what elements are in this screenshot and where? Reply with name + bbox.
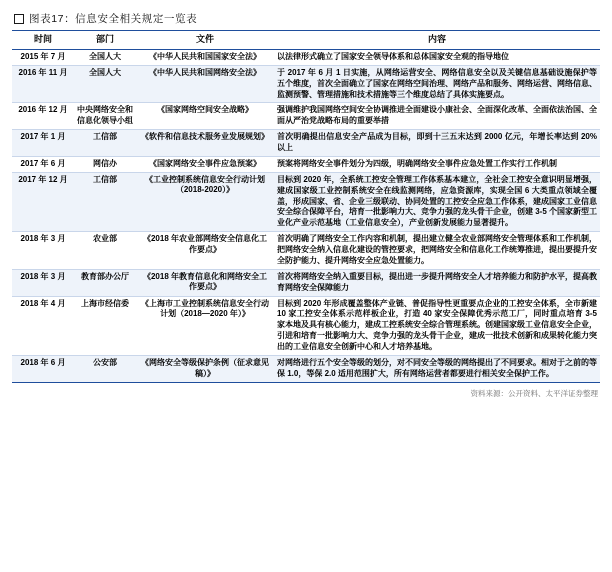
table-row [12,296,600,355]
page-title [12,8,600,30]
cell-time: 2018 年 4 月 [12,296,74,355]
cell-time: 2018 年 3 月 [12,232,74,270]
cell-dept: 工信部 [74,172,136,231]
cell-dept: 网信办 [74,156,136,172]
table-row [12,172,600,231]
page-title-text: 图表17：信息安全相关规定一览表 [29,13,198,25]
cell-file: 《网络安全等级保护条例（征求意见稿）》 [136,355,274,382]
cell-time: 2017 年 6 月 [12,156,74,172]
cell-file: 《2018 年教育信息化和网络安全工作要点》 [136,269,274,296]
table-body [12,49,600,382]
cell-dept: 教育部办公厅 [74,269,136,296]
cell-content: 首次将网络安全纳入重要目标，提出进一步提升网络安全人才培养能力和防护水平，提高教育网络安全保障能力 [274,269,600,296]
cell-content: 强调维护我国网络空间安全协调推进全面建设小康社会、全面深化改革、全面依法治国、全面从严治党战略布局的重要举措 [274,103,600,130]
cell-time: 2016 年 12 月 [12,103,74,130]
table-row [12,103,600,130]
column-header-file: 文件 [136,31,274,50]
cell-content: 首次明确了网络安全工作内容和机制，提出建立健全农业部网络安全管理体系和工作机制，把网络安全纳入信息化建设的管控要求，把网络安全和信息化工作统筹推进，提出要提升安全防护能力、提升网络安全应急处置能力。 [274,232,600,270]
table-header-row [12,31,600,50]
column-header-time: 时间 [12,31,74,50]
cell-content: 目标到 2020 年，全系统工控安全管理工作体系基本建立，全社会工控安全意识明显增强，建成国家级工业控制系统安全在线监测网络，应急资源库，实现全国 6 大类重点领域全覆盖，形成国家、省、企业三级联动、协同处置的工控安全应急工作体系，建成国家工业信息安全综合保障平台，培育一批影响力大、竞争力强的龙头骨干企业，创建 3-5 个国家新型工业化产业示范基地（工业信息安全），产业创新发展能力显著提升。 [274,172,600,231]
cell-file: 《软件和信息技术服务业发展规划》 [136,130,274,157]
column-header-dept: 部门 [74,31,136,50]
cell-content: 对网络进行五个安全等级的划分，对不同安全等级的网络提出了不同要求。相对于之前的等保 1.0，等保 2.0 适用范围扩大，所有网络运营者都要进行相关安全保护工作。 [274,355,600,382]
cell-time: 2017 年 12 月 [12,172,74,231]
table-row [12,355,600,382]
cell-dept: 工信部 [74,130,136,157]
cell-content: 于 2017 年 6 月 1 日实施，从网络运营安全、网络信息安全以及关键信息基础设施保护等五个维度，首次全面确立了国家在网络空间治理、网络产品和服务、网络运营、网络信息、监测预警、管理措施和技术措施等三个维度总结了具体实施要点。 [274,65,600,103]
table-row [12,156,600,172]
cell-time: 2018 年 6 月 [12,355,74,382]
title-marker-icon [14,14,24,24]
cell-file: 《上海市工业控制系统信息安全行动计划（2018—2020 年）》 [136,296,274,355]
cell-time: 2016 年 11 月 [12,65,74,103]
column-header-content: 内容 [274,31,600,50]
cell-file: 《中华人民共和国网络安全法》 [136,65,274,103]
cell-content: 预案将网络安全事件划分为四级，明确网络安全事件应急处置工作实行工作机制 [274,156,600,172]
table-row [12,269,600,296]
cell-content: 目标到 2020 年形成覆盖整体产业链、普促指导性更重要点企业的工控安全体系，全市新建 10 家工控安全体系示范样板企业，打造 40 家安全保障优秀示范工厂，同时重点培育 3-5 家本地及具有核心能力，建成工控系统安全综合管理系统。创建国家级工业信息安全企业，引进和培育一批影响力大、竞争力强的龙头骨干企业，建成一批技术创新和成果转化能力突出的工业信息安全创新中心和人才培养基地。 [274,296,600,355]
cell-dept: 上海市经信委 [74,296,136,355]
table-row [12,232,600,270]
table-row [12,130,600,157]
source-note: 资料来源：公开资料、太平洋证券整理 [470,388,598,398]
cell-content: 首次明确提出信息安全产品成为目标，即到十三五末达到 2000 亿元，年增长率达到 20% 以上 [274,130,600,157]
cell-file: 《工业控制系统信息安全行动计划（2018-2020）》 [136,172,274,231]
cell-file: 《国家网络空间安全战略》 [136,103,274,130]
cell-dept: 公安部 [74,355,136,382]
regulations-table [12,30,600,383]
cell-time: 2018 年 3 月 [12,269,74,296]
cell-dept: 全国人大 [74,65,136,103]
cell-file: 《国家网络安全事件应急预案》 [136,156,274,172]
cell-dept: 全国人大 [74,49,136,65]
cell-content: 以法律形式确立了国家安全领导体系和总体国家安全观的指导地位 [274,49,600,65]
cell-file: 《中华人民共和国国家安全法》 [136,49,274,65]
cell-file: 《2018 年农业部网络安全信息化工作要点》 [136,232,274,270]
cell-dept: 中央网络安全和信息化领导小组 [74,103,136,130]
table-row [12,49,600,65]
cell-dept: 农业部 [74,232,136,270]
cell-time: 2017 年 1 月 [12,130,74,157]
cell-time: 2015 年 7 月 [12,49,74,65]
table-row [12,65,600,103]
